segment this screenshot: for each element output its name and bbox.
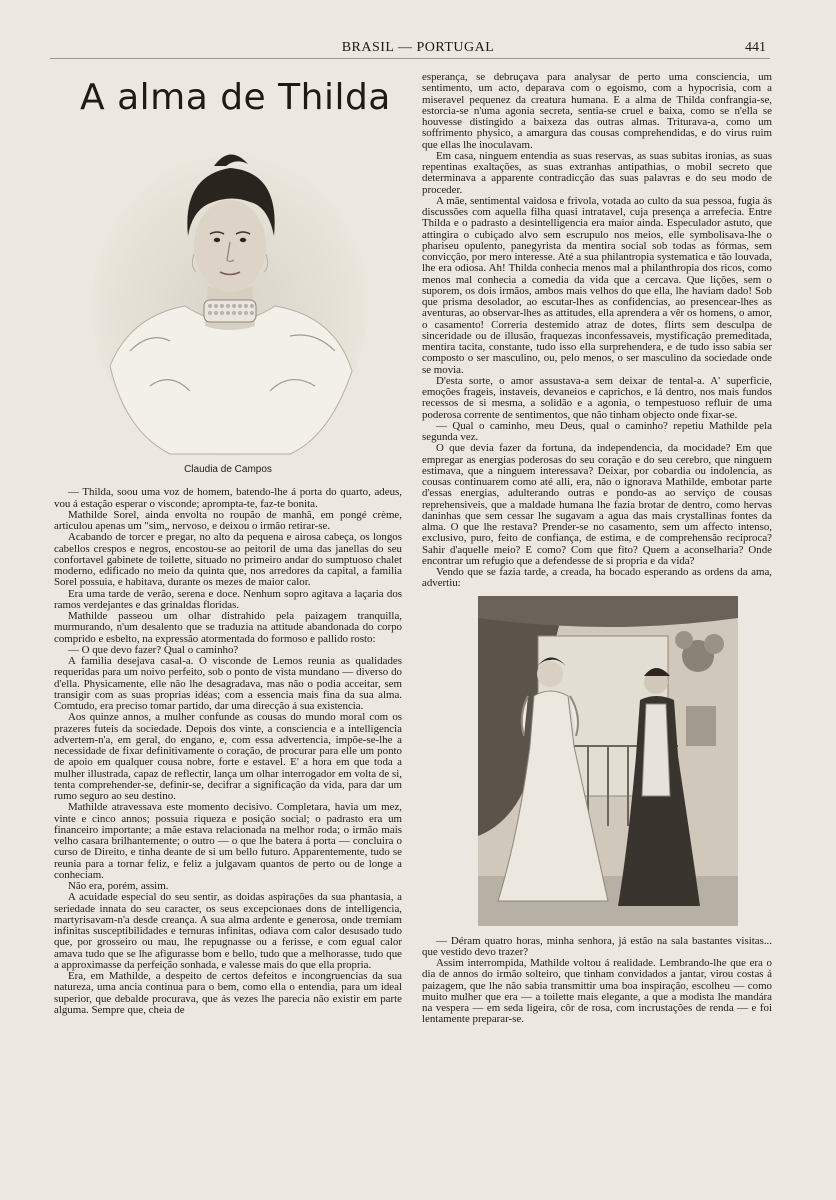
header-rule — [50, 58, 770, 59]
paragraph: Não era, porém, assim. — [68, 880, 169, 892]
paragraph: D'esta sorte, o amor assustava-a sem deixar de tental-a. A' superficie, emoções frageis, instaveis, devaneios e caprichos, e lá dentro, nos mais fundos recessos de si mesma, a solidão e a agonia, o tempestuoso refluir de uma poderosa corrente de sentimentos, que não tinham objecto onde fixar-se. — [422, 374, 772, 421]
portrait-illustration — [90, 136, 370, 458]
paragraph: Era uma tarde de verão, serena e doce. Nenhum sopro agitava a laçaria dos ramos verdejantes e das grinaldas floridas. — [54, 587, 402, 611]
right-column — [422, 72, 772, 1026]
paragraph: Assim interrompida, Mathilde voltou á realidade. Lembrando-lhe que era o dia de annos do irmão solteiro, que tinham convidados a jantar, virou costas á paizagem, que lhe não sabia transmittir uma boa inspiração, escolheu — como muito mulher que era — a toilette mais elegante, a que a modista lhe mandára na vespera — em seda ligeira, côr de rosa, com incrustações de renda — e foi lentamente preparar-se. — [422, 957, 772, 1026]
paragraph: Vendo que se fazia tarde, a creada, ha bocado esperando as ordens da ama, advertiu: — [422, 566, 772, 590]
paragraph: Aos quinze annos, a mulher confunde as cousas do mundo moral com os prazeres futeis da sociedade. Depois dos vinte, a consciencia e a intelligencia advertem-n'a, em geral, do engano, e, com essa advertencia, impõe-se-lhe a necessidade de fixar definitivamente o coração, de procurar para elle um ponto de apoio em qualquer cousa nobre, forte e estavel. E' a hora em que toda a mulher illustrada, capaz de reflectir, lança um olhar interrogador em volta de si, tenta comprehender-se, definir-se, decifrar a significação da vida, para dar um rumo seguro ao seu destino. — [54, 711, 402, 802]
paragraph: Era, em Mathilde, a despeito de certos defeitos e incongruencias da sua natureza, uma ancia continua para o bem, como ella o entendia, para um ideal superior, que debalde procurava, que ás vezes lhe parecia não existir em parte alguma. Sempre que, cheia de — [54, 970, 402, 1016]
paragraph: A acuidade especial do seu sentir, as doidas aspirações da sua phantasia, a seriedade innata do seu caracter, os seus excepcionaes dons de intelligencia, martyrisavam-n'a desde creança. A sua alma ardente e generosa, onde tremiam infinitas susceptibilidades e ternuras infinitas, odiava com calor desusado tudo que, por grosseiro ou mau, lhe repugnasse ou a ferisse, e com egual calor amava tudo que se lhe afigurasse bom e bello, tudo que a melhorasse, tudo que a approximasse da perfeição sonhada, e valesse mais do que ella propria. — [54, 891, 402, 971]
right-text-body-top — [422, 72, 772, 590]
article-title: A alma de Thilda — [80, 77, 391, 118]
paragraph: A familia desejava casal-a. O visconde de Lemos reunia as qualidades requeridas para um noivo perfeito, sob o ponto de vista mundano — diverso do d'ella. Physicamente, elle não lhe desagradava, mas não o podia acceitar, sem transigir com as suas proprias idéas; com a essencia mais fina da sua alma. Comtudo, era preciso tomar partido, dar uma direcção á sua existencia. — [54, 655, 402, 712]
portrait-image — [90, 136, 370, 458]
paragraph: Mathilde Sorel, ainda envolta no roupão de manhã, em pongé crème, articulou apenas um "sim„ nervoso, e deixou o irmão retirar-se. — [54, 508, 402, 532]
running-title: BRASIL — PORTUGAL — [341, 40, 495, 55]
paragraph: — Qual o caminho, meu Deus, qual o caminho? repetiu Mathilde pela segunda vez. — [422, 419, 772, 443]
paragraph: — Déram quatro horas, minha senhora, já estão na sala bastantes visitas... que vestido devo trazer? — [422, 934, 772, 958]
scene-image — [478, 596, 738, 926]
right-text-body-bottom — [422, 936, 772, 1026]
left-column — [54, 72, 402, 1016]
paragraph: esperança, se debruçava para analysar de perto uma consciencia, um sentimento, um acto, deparava com o egoismo, com a hypocrisia, com a miseravel pequenez da creatura humana. E a alma de Thilda confrangia-se, estorcia-se n'uma agonia secreta, sentia-se cruel e baixa, como se n'ella se houvesse distingido a baixeza das outras almas. Triturava-a, como um soffrimento physico, a amargura das cousas comprehendidas, e do virus ruim que ellas lhe inoculavam. — [422, 71, 772, 151]
portrait-caption: Claudia de Campos — [184, 464, 272, 475]
paragraph: A mãe, sentimental vaidosa e frivola, votada ao culto da sua pessoa, fugia ás discussões com aquella filha quasi intratavel, cuja presença a arrefecia. Entre Thilda e o padrasto a desintelligencia era maior ainda. Especulador astuto, que attingira o cubiçado alvo sem escrupulo nos meios, elle symbolisava-lhe o phariseu opulento, panegyrista da mentira social sob todas as fórmas, sem convicção, por mero interesse. Até a sua philantropia systematica e tão louvada, lhe era odiosa. Ah! Thilda conhecia menos mal a philanthropia dos ricos, como menos mal conhecia a comedia da vida que a cercava. Que lições, sem o suporem, os dois irmãos, ambos mais velhos do que ella, lhe haviam dado! Sob que prisma desolador, ao escutar-lhes as confidencias, ao presencear-lhes as aventuras, ao observar-lhes as attitudes, ella aprendera a vêr os homens, o amor, o casamento! Correria destemido atraz de dotes, flirts sem desculpa de sinceridade ou de illusão, fraquezas inconfessaveis, mystificação premeditada, mentira tacita, constante, tudo isso ella surprehendera, e de tudo isso sabia ser composto o ser masculino, ou, pelo menos, o ser masculino da sociedade onde se movia. — [422, 194, 772, 376]
page-number: 441 — [745, 40, 766, 55]
paragraph: Mathilde passeou um olhar distrahido pela paizagem tranquilla, murmurando, n'um desalento que se traduzia na attitude abandonada do corpo comprido e esbelto, na expressão atormentada do formoso e pallido rosto: — [54, 610, 402, 645]
paragraph: Acabando de torcer e pregar, no alto da pequena e airosa cabeça, os longos cabellos crespos e negros, encostou-se ao peitoril de uma das janellas do seu confortavel gabinete de toilette, situado no primeiro andar do sumptuoso chalet moderno, edificado no meio da quinta que, nos arredores da capital, a familia Sorel possuia, e habitava, durante os mezes de maior calor. — [54, 531, 402, 589]
left-text-body — [54, 487, 402, 1016]
paragraph: O que devia fazer da fortuna, da independencia, da mocidade? Em que empregar as energias poderosas do seu coração e do seu cerebro, que ninguem estimava, que a ninguem interessava? Deixar, por cobardia ou indolencia, as cousas continuarem como até alli, era, não o ignorava Mathilde, embotar parte d'essas energias, adulterando outras e pondo-as ao serviço de cousas reprehensiveis, que a maldade humana lhe fazia brotar de dentro, como hervas daninhas que sem cessar lhe sugavam a agua das mais crystallinas fontes da alma. O que lhe restava? Prender-se no casamento, sem um affecto intenso, exclusivo, puro, feito de confiança, de estima, e de comprehensão reciproca? Sahir d'aquelle meio? E como? Com que fito? Quem a aconselharia? Onde encontrar um refugio que a defendesse de si propria e da vida? — [422, 442, 772, 567]
paragraph: Em casa, ninguem entendia as suas reservas, as suas subitas ironias, as suas repentinas exaltações, as suas extranhas antipathias, o mobil secreto que determinava a apparente contradicção das suas palavras e do seu modo de proceder. — [422, 149, 772, 196]
boudoir-illustration — [478, 596, 738, 926]
paragraph: Mathilde atravessava este momento decisivo. Completara, havia um mez, vinte e cinco annos; possuia riqueza e posição social; o padrasto era um financeiro importante; a mãe estava relacionada na melhor roda; o irmão mais velho casara brilhantemente; o outro — o que lhe batera á porta — concluira o curso de Direito, e tinha deante de si um bello futuro. Apparentemente, tudo se reunia para a tornar feliz, e feliz a julgavam quantos de perto ou de longe a conheciam. — [54, 801, 402, 881]
paragraph: — O que devo fazer? Qual o caminho? — [68, 643, 239, 656]
paragraph: — Thilda, soou uma voz de homem, batendo-lhe á porta do quarto, adeus, vou á estação esperar o visconde; apromptа-te, faz-te bonita. — [54, 486, 402, 510]
